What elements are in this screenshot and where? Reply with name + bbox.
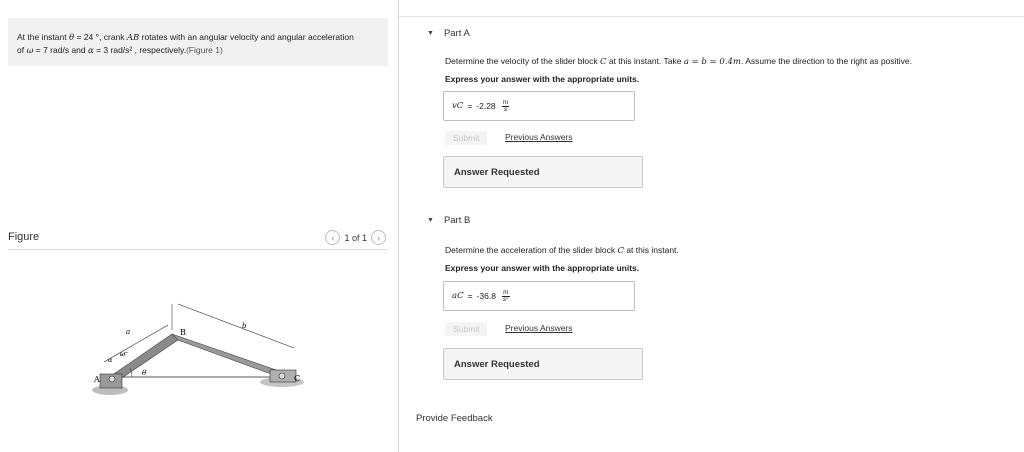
label-b: b [242, 322, 247, 330]
answer-var: vC [452, 101, 464, 111]
mechanism-figure [86, 290, 316, 400]
prompt-text: Determine the velocity of the slider block [445, 56, 600, 66]
part-a-prompt [445, 56, 912, 67]
problem-text: rotates with an angular velocity and angular acceleration [139, 32, 354, 42]
part-a-title: Part A [443, 28, 470, 39]
problem-statement [8, 18, 388, 66]
figure-link[interactable]: (Figure 1) [185, 45, 223, 55]
answer-value: -2.28 [476, 101, 496, 111]
answer-eq: = [467, 291, 473, 301]
label-theta: θ [142, 369, 147, 377]
prompt-var: C [599, 57, 607, 67]
part-b-express: Express your answer with the appropriate units. [445, 263, 640, 273]
part-b-answer-requested: Answer Requested [443, 348, 643, 380]
pin-c [279, 373, 285, 379]
label-point-a: A [94, 375, 100, 384]
label-alpha: α [108, 356, 113, 364]
unit-den: s [503, 105, 508, 113]
prompt-text: . Assume the direction to the right as positive. [740, 56, 913, 66]
answer-unit [502, 290, 510, 303]
left-pane [0, 0, 398, 452]
part-b-previous-answers-link[interactable]: Previous Answers [505, 323, 573, 333]
alpha-symbol: α [87, 46, 94, 56]
problem-text: and [69, 45, 88, 55]
part-a-express: Express your answer with the appropriate units. [445, 74, 640, 84]
prompt-text: at this instant. [623, 245, 679, 255]
prompt-text: at this instant. Take [606, 56, 684, 66]
part-a-submit-button[interactable]: Submit [445, 131, 487, 145]
rod-bc [172, 334, 282, 378]
part-a-header[interactable] [427, 28, 470, 39]
caret-down-icon[interactable]: ▼ [427, 217, 434, 224]
omega-value: = 7 rad/s [33, 45, 70, 55]
answer-eq: = [467, 101, 473, 111]
label-point-c: C [294, 374, 301, 383]
provide-feedback-link[interactable]: Provide Feedback [416, 413, 493, 424]
theta-symbol: θ [68, 33, 75, 43]
crank-label: AB [126, 33, 140, 43]
chevron-left-icon[interactable]: ‹ [325, 230, 340, 245]
part-b-header[interactable] [427, 215, 470, 226]
problem-text: At the instant [17, 32, 69, 42]
part-a-answer-requested: Answer Requested [443, 156, 643, 188]
problem-text: of [17, 45, 27, 55]
unit-num: m [502, 98, 509, 106]
dimension-b [178, 304, 294, 348]
prompt-var: C [617, 246, 624, 256]
pager-label: 1 of 1 [344, 232, 367, 243]
part-b-answer-input[interactable] [443, 281, 635, 311]
unit-den: s² [503, 295, 509, 303]
chevron-right-icon[interactable]: › [371, 230, 386, 245]
problem-text: , respectively. [132, 45, 186, 55]
part-b-prompt [445, 245, 679, 256]
caret-down-icon[interactable]: ▼ [427, 30, 434, 37]
figure-pager [325, 230, 386, 245]
answer-unit [502, 100, 510, 113]
answer-value: -36.8 [476, 291, 496, 301]
prompt-text: Determine the acceleration of the slider block [445, 245, 618, 255]
part-b-submit-button[interactable]: Submit [445, 322, 487, 336]
pin-a [109, 376, 115, 382]
part-a-answer-input[interactable] [443, 91, 635, 121]
part-a-previous-answers-link[interactable]: Previous Answers [505, 132, 573, 142]
figure-title: Figure [8, 231, 40, 243]
prompt-take: a = b = 0.4m [683, 57, 741, 67]
omega-symbol: ω [26, 46, 34, 56]
label-point-b: B [180, 328, 186, 337]
alpha-value: = 3 rad/s² [93, 45, 133, 55]
unit-num: m [502, 288, 509, 296]
label-omega: ω [120, 350, 126, 358]
label-a: a [126, 328, 131, 336]
right-pane [398, 0, 1024, 452]
part-b-title: Part B [443, 215, 471, 226]
divider [399, 16, 1024, 17]
problem-text: = 24 °, crank [74, 32, 127, 42]
figure-header [8, 226, 388, 250]
answer-var: aC [452, 291, 464, 301]
